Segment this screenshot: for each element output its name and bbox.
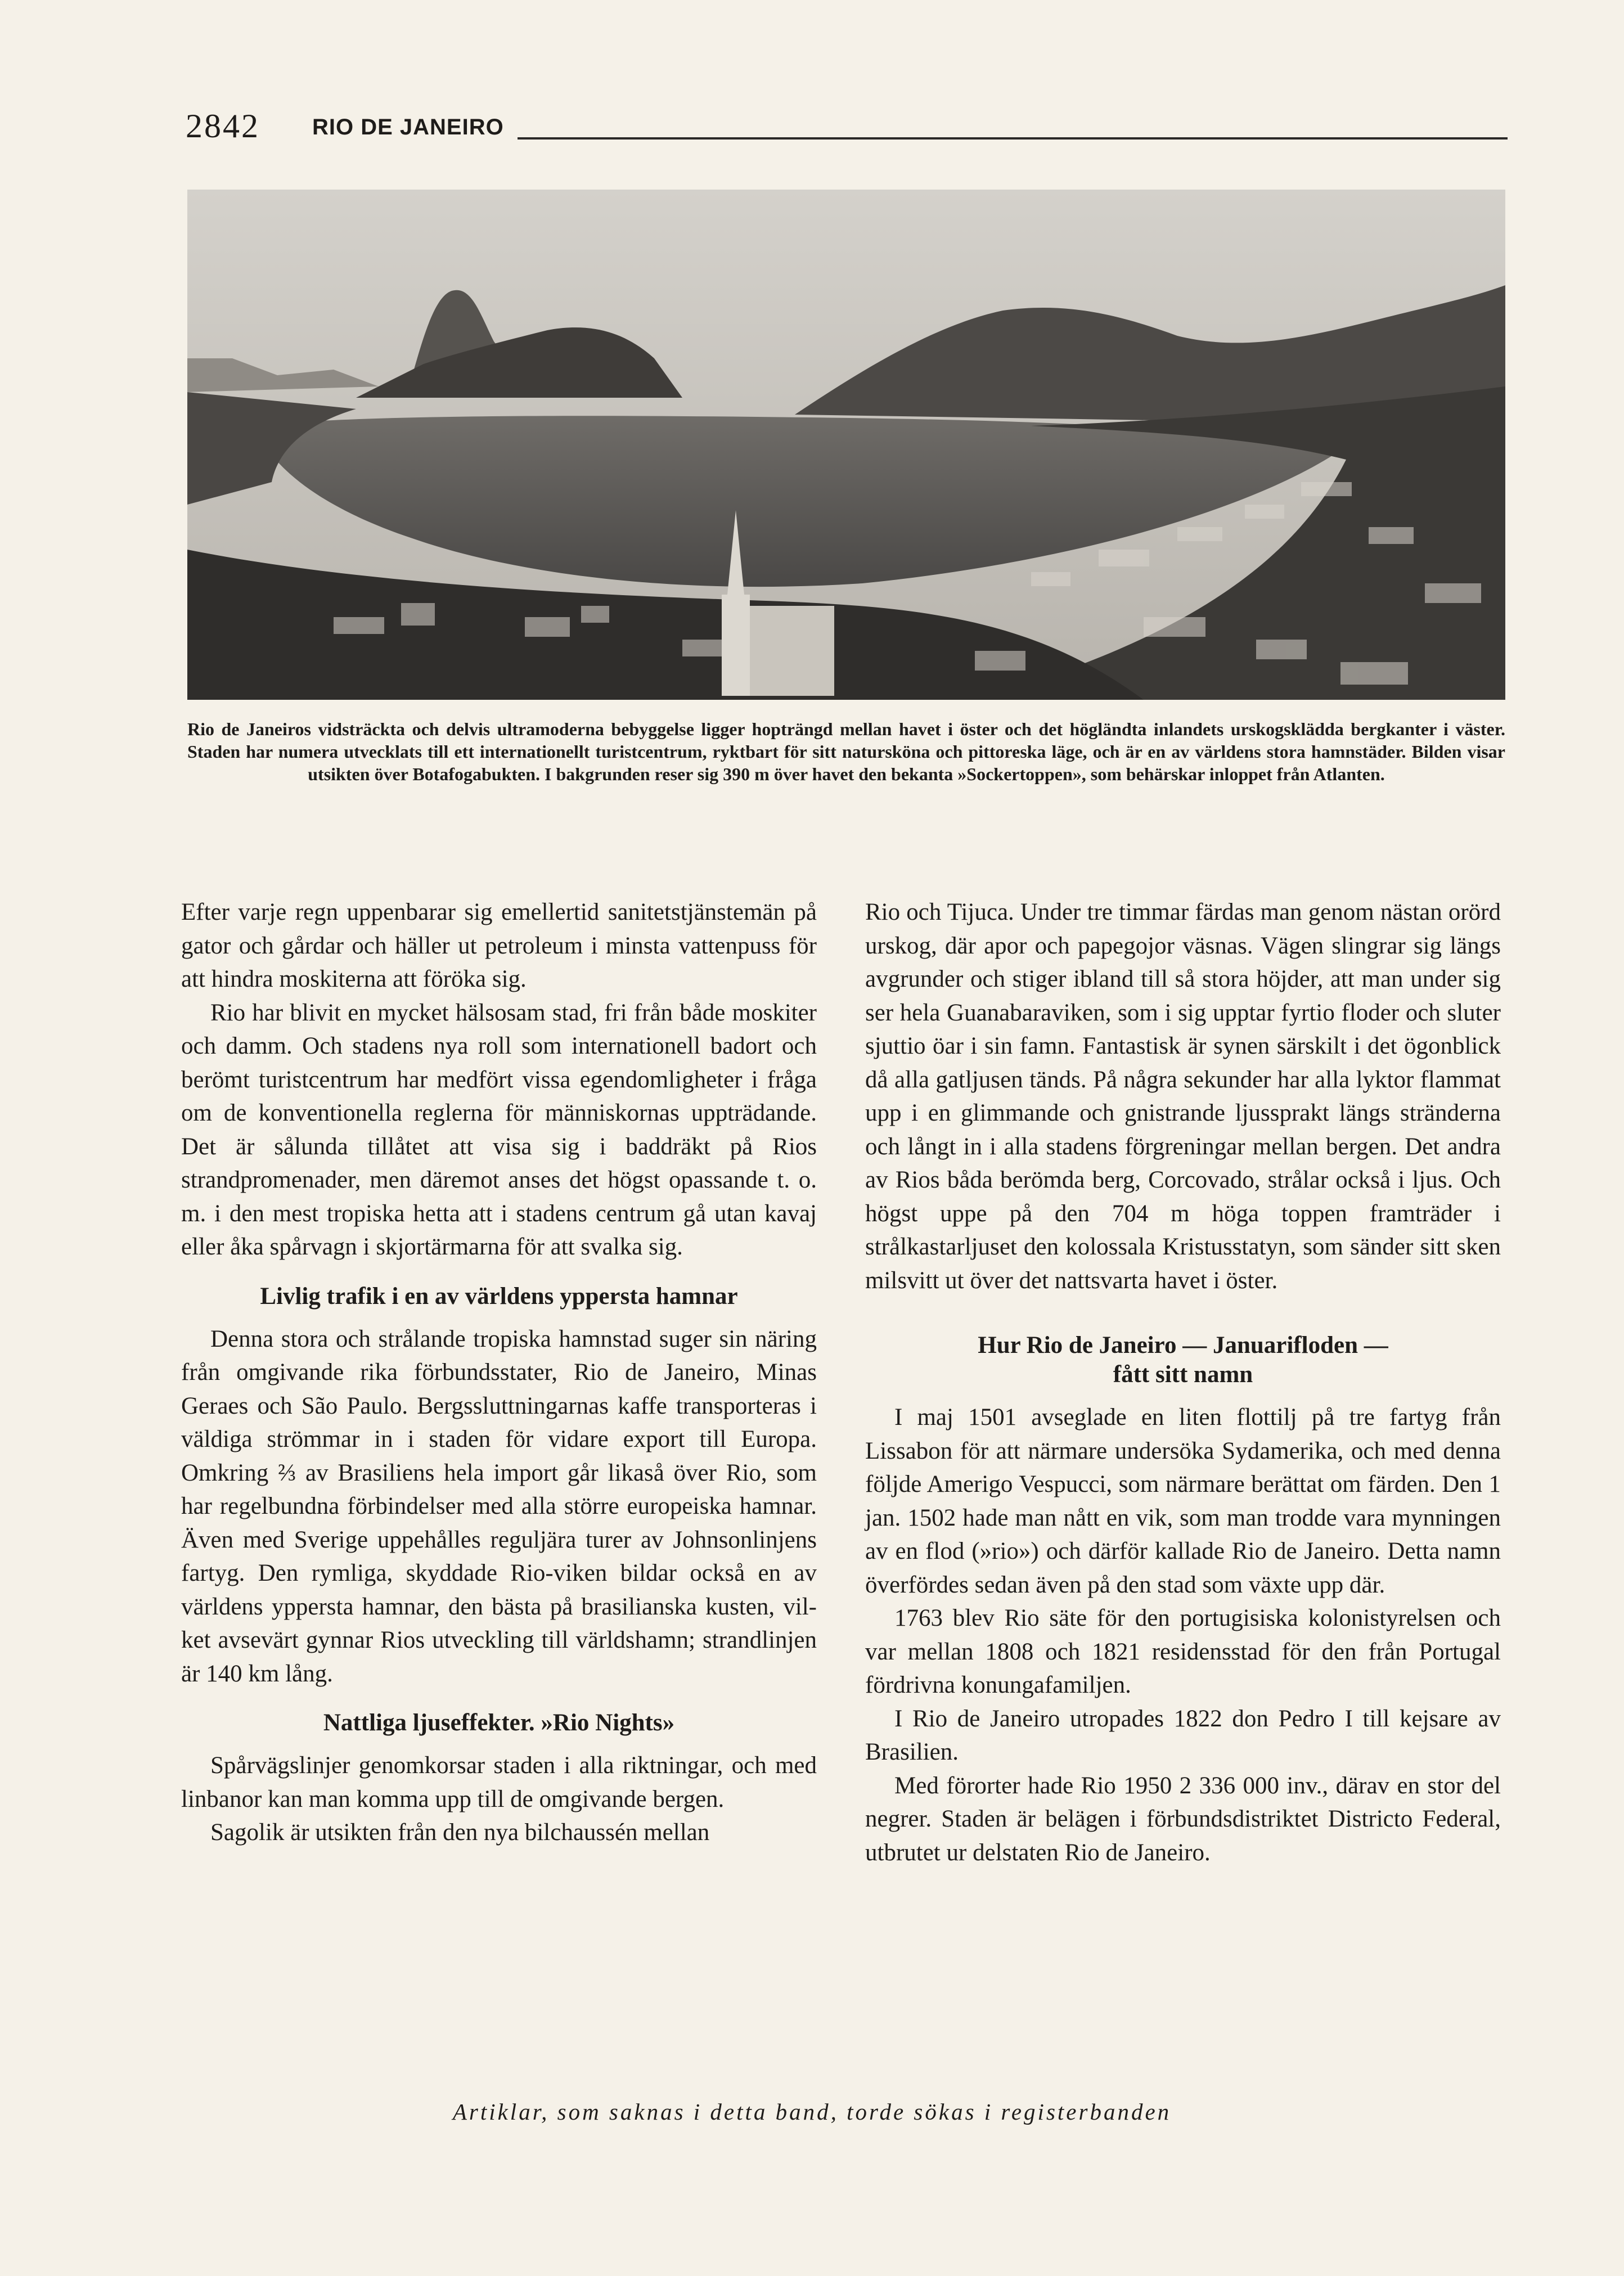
left-column [181, 896, 817, 1850]
left-paragraph-2: Rio har blivit en mycket hälsosam stad, fri från både moskiter och damm. Och stadens nya roll som internationell badort och berömt turistcentrum har medfört vissa egendomligheter i fråga om de konventionella reglerna för människornas uppträdande. Det är sålunda tillåtet att visa sig i baddräkt på Rios strandpromenader, men däremot anses det högst opassande t. o. m. i den mest tropiska hetta att i stadens centrum gå utan kavaj eller åka spårvagn i skjortärmarna för att svalka sig. [181, 999, 817, 1260]
page-number: 2842 [186, 107, 260, 145]
left-paragraph-3: Denna stora och strålande tropiska hamnstad suger sin näring från omgivande rika förbundsstater, Rio de Janeiro, Minas Geraes och São Paulo. Bergssluttningarnas kaffe transporteras i väldiga strömmar in i staden för vidare export till Europa. Omkring ⅔ av Brasiliens hela import går likaså över Rio, som har regelbundna förbindelser med alla större europeiska hamnar. Även med Sverige uppehålles reguljära turer av Johnsonlinjens fartyg. Den rymliga, skyddade Rio-viken bildar också en av världens yppersta hamnar, den bästa på brasilianska kusten, vilket avsevärt gynnar Rios utveckling till världshamn; strandlinjen är 140 km lång. [181, 1325, 817, 1687]
left-paragraph-1: Efter varje regn uppenbarar sig emellertid sanitetstjänstemän på gator och gårdar och häller ut petroleum i minsta vattenpuss för att hindra moskiterna att föröka sig. [181, 899, 817, 992]
right-paragraph-3: 1763 blev Rio säte för den portugisiska kolonistyrelsen och var mellan 1808 och 1821 residensstad för den från Portugal fördrivna konungafamiljen. [865, 1605, 1501, 1698]
right-heading-line-2: fått sitt namn [1113, 1361, 1253, 1388]
page-footer: Artiklar, som saknas i detta band, torde sökas i registerbanden [452, 2099, 1172, 2125]
right-column [865, 896, 1501, 1869]
photo-botafogo-bay [187, 190, 1505, 700]
right-paragraph-2: I maj 1501 avseglade en liten flottilj på tre fartyg från Lissabon för att närmare undersöka Sydamerika, och med denna följde Amerigo Vespucci, som närmare berättat om färden. Den 1 jan. 1502 hade man nått en vik, som man trodde vara mynningen av en flod (»rio») och därför kallade Rio de Janeiro. Detta namn överfördes sedan även på den stad som växte upp där. [865, 1404, 1501, 1598]
right-heading-line-1: Hur Rio de Janeiro — Januarifloden — [978, 1332, 1388, 1359]
left-heading-traffic: Livlig trafik i en av världens yppersta hamnar [260, 1283, 738, 1310]
right-heading-name-origin [865, 1331, 1501, 1389]
right-paragraph-1: Rio och Tijuca. Under tre timmar färdas man genom nästan orörd urskog, där apor och papegojor väsnas. Vägen slingrar sig längs avgrunder och stiger ibland till så stora höjder, att man under sig ser hela Guanabaraviken, som i sig upptar fyrtio floder och sluter sjuttio öar i sin famn. Fantastisk är synen särskilt i det ögonblick då alla gatljusen tänds. På några sekunder har alla lyktor flammat upp i en glimmande och gnistrande ljussprakt längs stränderna och långt in i alla stadens förgreningar mellan bergen. Det andra av Rios båda berömda berg, Corcovado, strålar också i ljus. Och högst uppe på den 704 m höga toppen framträder i strålkastarljuset den kolossala Kristusstatyn, som sänder sitt sken milsvitt ut över det nattsvarta havet i öster. [865, 899, 1501, 1294]
running-title: RIO DE JANEIRO [312, 115, 504, 140]
photo-caption: Rio de Janeiros vidsträckta och delvis ultramoderna bebyggelse ligger hopträngd mellan havet i öster och det högländta inlandets urskogsklädda bergkanter i väster. Staden har numera utvecklats till ett internationellt turistcentrum, ryktbart för sitt natursköna och pittoreska läge, och är en av världens stora hamnstäder. Bilden visar utsikten över Botafogabukten. I bakgrunden reser sig 390 m över havet den bekanta »Sockertoppen», som behärskar inloppet från Atlanten. [187, 719, 1505, 784]
right-paragraph-4: I Rio de Janeiro utropades 1822 don Pedro I till kejsare av Brasilien. [865, 1705, 1501, 1765]
left-heading-rio-nights: Nattliga ljuseffekter. »Rio Nights» [323, 1710, 675, 1736]
left-paragraph-5: Sagolik är utsikten från den nya bilchaussén mellan [210, 1819, 710, 1846]
right-paragraph-5: Med förorter hade Rio 1950 2 336 000 inv., därav en stor del negrer. Staden är belägen i förbundsdistriktet Districto Federal, utbrutet ur delstaten Rio de Janeiro. [865, 1772, 1501, 1866]
header-rule [518, 137, 1508, 140]
left-paragraph-4: Spårvägslinjer genomkorsar staden i alla riktningar, och med linbanor kan man komma upp till de omgivande bergen. [181, 1752, 817, 1812]
photo-illustration [187, 190, 1505, 700]
